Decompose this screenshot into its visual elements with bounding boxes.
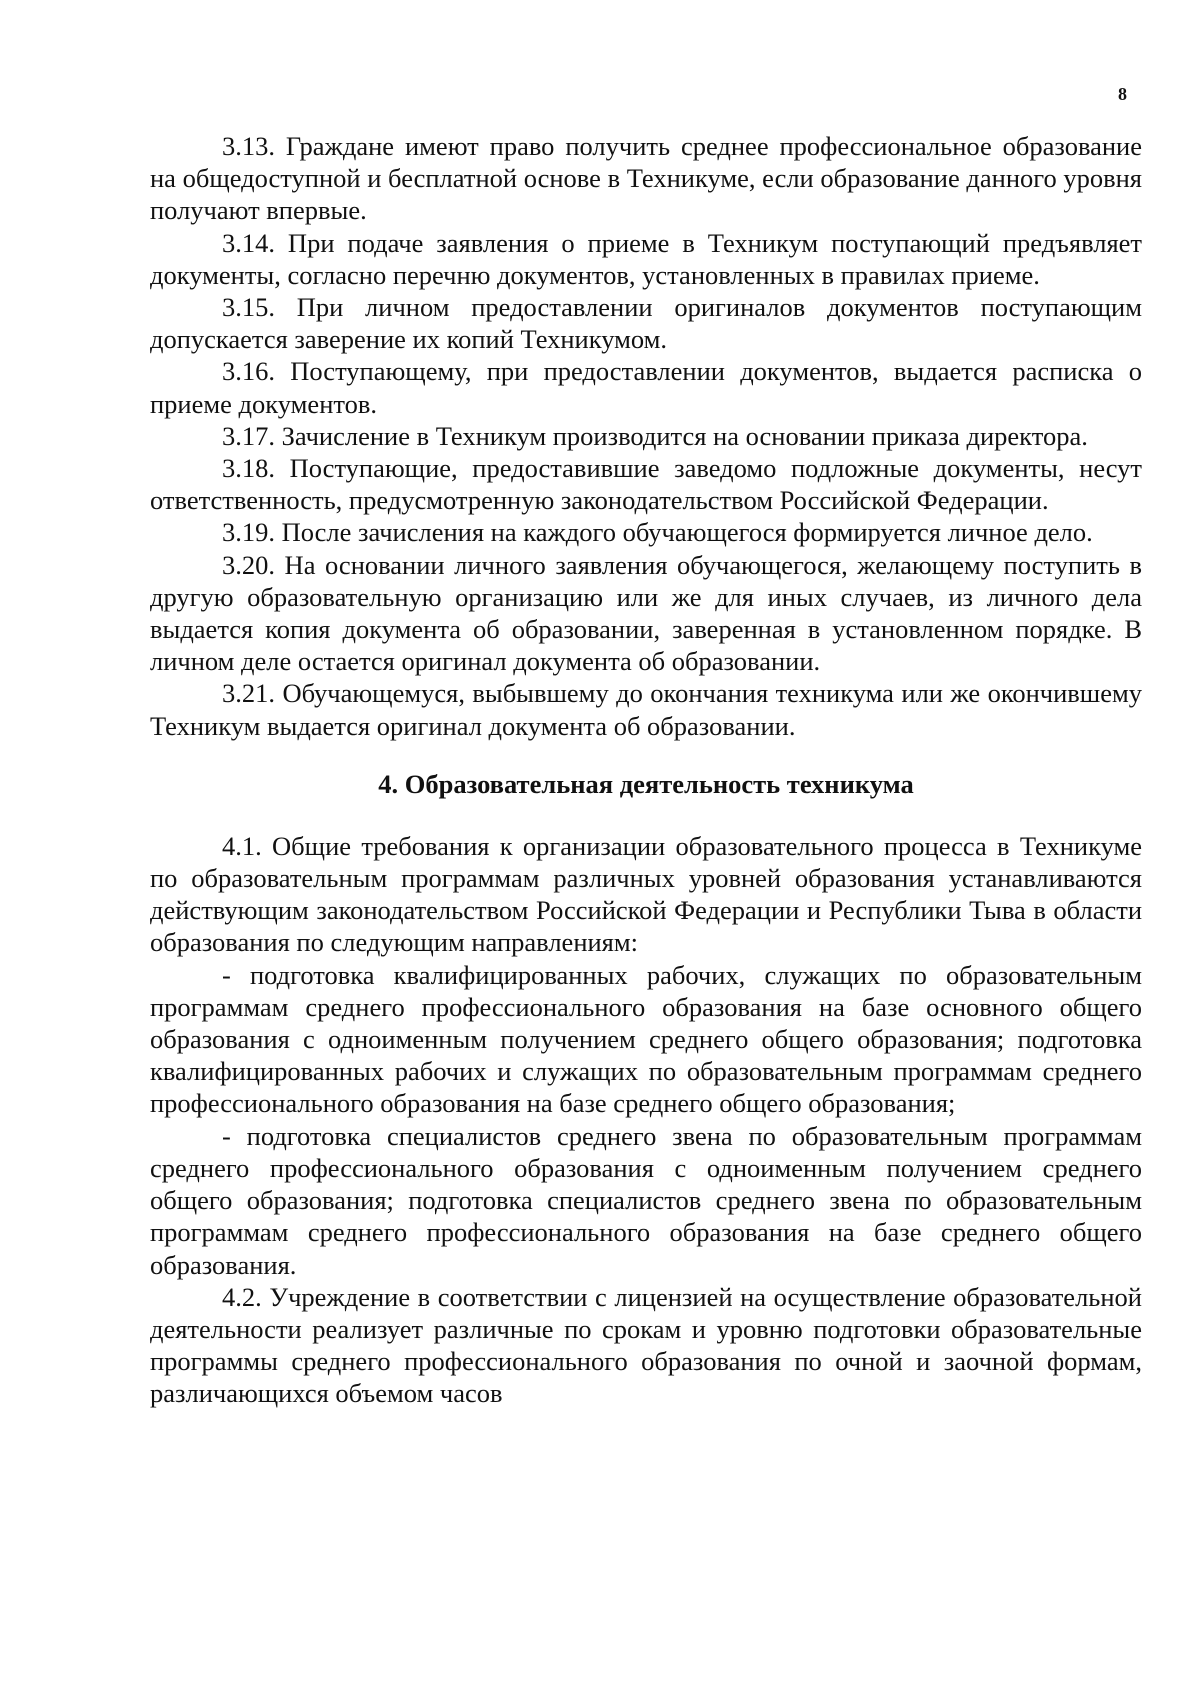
paragraph-3-15: 3.15. При личном предоставлении оригиналов документов поступающим допускается заверение их копий Техникумом. bbox=[150, 292, 1142, 355]
paragraph-3-14: 3.14. При подаче заявления о приеме в Техникум поступающий предъявляет документы, согласно перечню документов, установленных в правилах приеме. bbox=[150, 227, 1142, 290]
paragraph-3-13: 3.13. Граждане имеют право получить среднее профессиональное образование на общедоступной и бесплатной основе в Техникуме, если образование данного уровня получают впервые. bbox=[150, 131, 1142, 226]
list-item-specialists: - подготовка специалистов среднего звена по образовательным программам среднего профессионального образования с одноименным получением среднего общего образования; подготовка специалистов среднего звена по образовательным программам среднего профессионального образования на базе среднего общего образования. bbox=[150, 1120, 1142, 1280]
page-number: 8 bbox=[1118, 84, 1127, 104]
paragraph-4-1: 4.1. Общие требования к организации образовательного процесса в Техникуме по образовательным программам различных уровней образования устанавливаются действующим законодательством Российской Федерации и Республики Тыва в области образования по следующим направлениям: bbox=[150, 830, 1142, 958]
paragraph-4-2: 4.2. Учреждение в соответствии с лицензией на осуществление образовательной деятельности реализует различные по срокам и уровню подготовки образовательные программы среднего профессионального образования по очной и заочной формам, различающихся объемом часов bbox=[150, 1281, 1142, 1409]
paragraph-3-16: 3.16. Поступающему, при предоставлении документов, выдается расписка о приеме документов. bbox=[150, 356, 1142, 419]
paragraph-3-17: 3.17. Зачисление в Техникум производится на основании приказа директора. bbox=[222, 420, 1088, 451]
paragraph-3-20: 3.20. На основании личного заявления обучающегося, желающему поступить в другую образовательную организацию или же для иных случаев, из личного дела выдается копия документа об образовании, заверенная в установленном порядке. В личном деле остается оригинал документа об образовании. bbox=[150, 549, 1142, 677]
section-title: 4. Образовательная деятельность техникума bbox=[378, 768, 914, 799]
paragraph-3-21: 3.21. Обучающемуся, выбывшему до окончания техникума или же окончившему Техникум выдается оригинал документа об образовании. bbox=[150, 678, 1142, 741]
paragraph-3-19: 3.19. После зачисления на каждого обучающегося формируется личное дело. bbox=[222, 517, 1093, 548]
paragraph-3-18: 3.18. Поступающие, предоставившие заведомо подложные документы, несут ответственность, предусмотренную законодательством Российской Федерации. bbox=[150, 453, 1142, 516]
document-body bbox=[150, 130, 1142, 1410]
list-item-workers: - подготовка квалифицированных рабочих, служащих по образовательным программам среднего профессионального образования на базе основного общего образования с одноименным получением среднего общего образования; подготовка квалифицированных рабочих и служащих по образовательным программам среднего профессионального образования на базе среднего общего образования; bbox=[150, 959, 1142, 1119]
